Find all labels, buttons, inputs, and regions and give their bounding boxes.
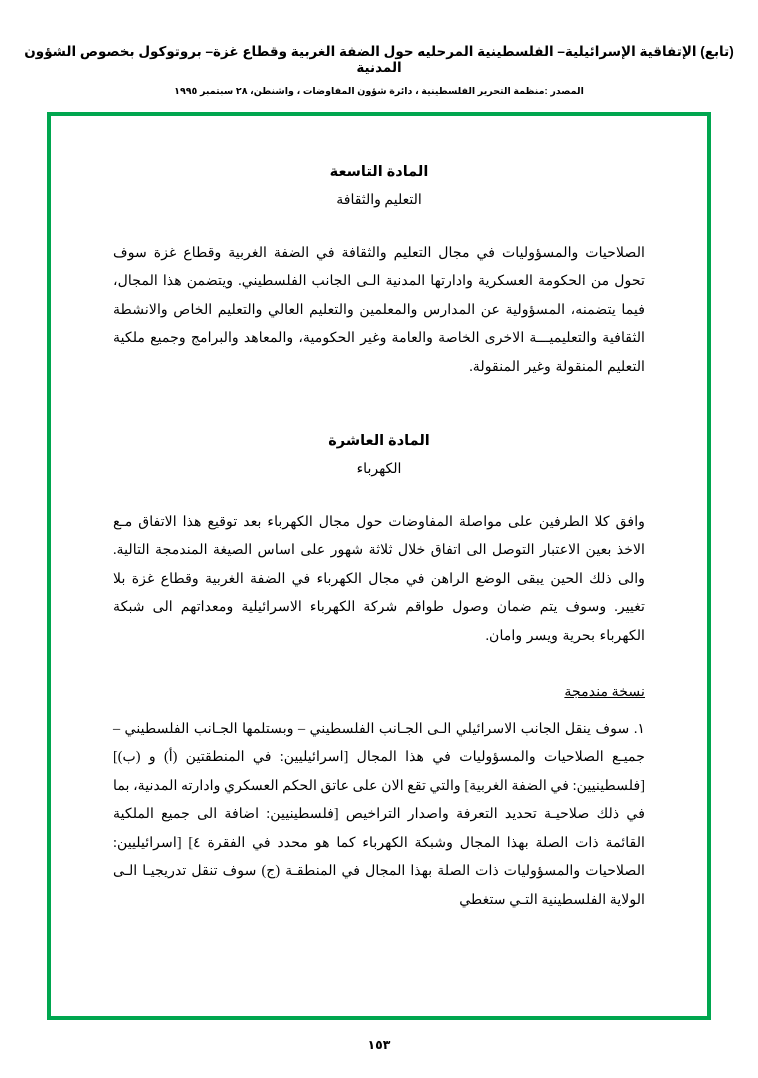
content-area — [51, 116, 707, 1016]
page-number: ١٥٣ — [367, 1038, 391, 1052]
header-source: المصدر :منظمة التحرير الفلسطينية ، دائرة شؤون المفاوضات ، واشنطن، ٢٨ سبتمبر ١٩٩٥ — [174, 86, 584, 97]
list-item: ١. سوف ينقل الجانب الاسرائيلي الـى الجـانب الفلسطيني – وبستلمها الجـانب الفلسطيني – جميـع الصلاحيات والمسؤوليات في هذا المجال [اسرائيليين: في المنطقتين (أ) و (ب)] [فلسطينيين: في الضفة الغربية] والتي تقع الان على عاتق الحكم العسكري وادارته المدنية، بما في ذلك صلاحيـة تحديد التعرفة واصدار التراخيص [فلسطينيين: اضافة الى جميع الملكية القائمة ذات الصلة بهذا المجال وشبكة الكهرباء كما هو محدد في الفقرة ٤] [اسرائيليين: الصلاحيات والمسؤوليات ذات الصلة بهذا المجال في المنطقـة (ج) سوف تنقل تدريجيـا الـى الولاية الفلسطينية التـي ستغطي — [113, 721, 645, 908]
content-frame — [47, 112, 711, 1020]
article-9-body: الصلاحيات والمسؤوليات في مجال التعليم والثقافة في الضفة الغربية وقطاع غزة سوف تحول من الحكومة العسكرية وادارتها المدنية الـى الجانب الفلسطيني. ويتضمن هذا المجال، فيما يتضمنه، المسؤولية عن المدارس والمعلمين والتعليم العالي والتعليم الخاص والانشطة الثقافية والتعليميـــة الاخرى الخاصة والعامة وغير الحكومية، والمعاهد والبرامج وجميع ملكية التعليم المنقولة وغير المنقولة. — [113, 245, 645, 375]
article-10-subheading: الكهرباء — [356, 462, 402, 478]
spacer — [113, 381, 645, 415]
page-header — [0, 0, 758, 97]
article-9-heading: المادة التاسعة — [329, 164, 429, 180]
article-10-heading: المادة العاشرة — [328, 433, 430, 450]
header-title: (تابع) الإتفاقية الإسرائيلية– الفلسطينية المرحليه حول الضفة الغربية وقطاع غزة– بروتوكول بخصوص الشؤون المدنية — [24, 44, 734, 75]
article-9-subheading: التعليم والثقافة — [336, 193, 422, 208]
article-10-body: وافق كلا الطرفين على مواصلة المفاوضات حول مجال الكهرباء بعد توقيع هذا الاتفاق مـع الاخذ بعين الاعتبار التوصل الى اتفاق خلال ثلاثة شهور على اساس الصيغة المندمجة التالية. والى ذلك الحين يبقى الوضع الراهن في مجال الكهرباء في الضفة الغربية وقطاع غزة بلا تغيير. وسوف يتم ضمان وصول طواقم شركة الكهرباء الاسرائيلية ومعداتهم الى شبكة الكهرباء بحرية ويسر وامان. — [113, 514, 645, 644]
section-label-merged-version: نسخة مندمجة — [564, 684, 645, 701]
